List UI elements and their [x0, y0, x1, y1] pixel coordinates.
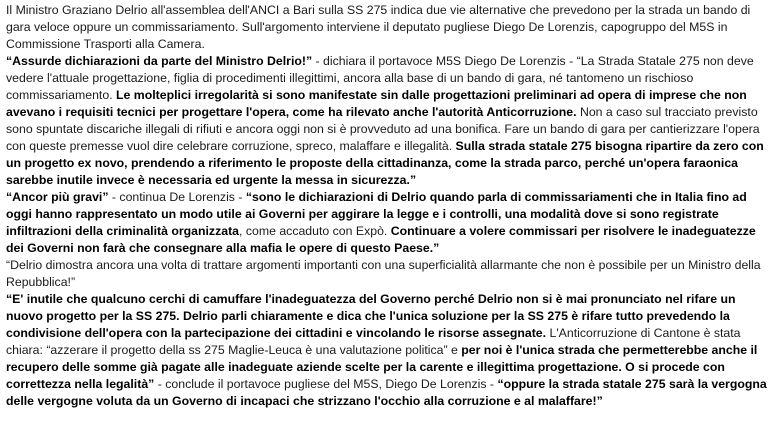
text-segment: “Delrio dimostra ancora una volta di trattare argomenti importanti con una superficialità allarmante che non è possibile per un Ministro della Repubblica!” — [6, 258, 761, 289]
bold-text-segment: Sulla strada statale 275 bisogna ripartire da zero con un progetto ex novo, prendendo a riferimento le proposte della cittadinanza, come la strada parco, perché un'opera faraonica sarebbe inutile invece è necessaria ed urgente la messa in sicurezza.” — [6, 139, 764, 187]
paragraph-intro — [6, 2, 774, 53]
text-segment: - conclude il portavoce pugliese del M5S, Diego De Lorenzis - — [154, 377, 498, 391]
text-segment: Non a caso sul tracciato previsto sono spuntate discariche illegali di rifiuti e ancora oggi non si è provveduto ad una bonifica. Fare un bando di gara per cantierizzare l'opera con queste premesse vuol dire celebrare corruzione, spreco, malaffare e illegalità. — [6, 105, 760, 153]
bold-text-segment: “Ancor più gravi” — [6, 190, 109, 204]
text-segment: - continua De Lorenzis - — [108, 190, 246, 204]
bold-text-segment: “sono le dichiarazioni di Delrio quando parla di commissariamenti che in Italia fino ad oggi hanno rappresentato un modo utile ai Governi per aggirare la legge e i controlli, una modalità dove si sono registrate infiltrazioni della criminalità organizzata — [6, 190, 747, 238]
bold-text-segment: “E' inutile che qualcuno cerchi di camuffare l'inadeguatezza del Governo perché Delrio non si è mai pronunciato nel rifare un nuovo progetto per la SS 275. Delrio parli chiaramente e dica che l'unica soluzione per la SS 275 è rifare tutto prevedendo la condivisione dell'opera con la partecipazione dei cittadini e vincolando le risorse assegnate. — [6, 292, 736, 340]
paragraph-quote-delrio — [6, 53, 774, 189]
paragraph-superficialita — [6, 257, 774, 291]
text-segment: - dichiara il portavoce M5S Diego De Lorenzis - “La Strada Statale 275 non deve vedere l'attuale progettazione, figlia di procedimenti illegittimi, ancora alla base di un bando di gara, né tantomeno un rischioso commissariamento. — [6, 54, 754, 102]
text-segment: Il Ministro Graziano Delrio all'assemblea dell'ANCI a Bari sulla SS 275 indica due vie alternative che prevedono per la strada un bando di gara veloce oppure un commissariamento. Sull'argomento interviene il deputato pugliese Diego De Lorenzis, capogruppo del M5S in Commissione Trasporti alla Camera. — [6, 3, 751, 51]
paragraph-commissariamenti — [6, 189, 774, 257]
bold-text-segment: “oppure la strada statale 275 sarà la vergogna delle vergogne voluta da un Governo di incapaci che strizzano l'occhio alla corruzione e al malaffare!” — [6, 377, 767, 408]
bold-text-segment: per noi è l'unica strada che permetterebbe anche il recupero delle somme già pagate alle inadeguate aziende scelte per la carente e illegittima progettazione. O si procede con correttezza nella legalità” — [6, 343, 758, 391]
text-segment: , come accaduto con Expò. — [239, 224, 391, 238]
paragraph-conclusion — [6, 291, 774, 410]
text-segment: L'Anticorruzione di Cantone è stata chiara: “azzerare il progetto della ss 275 Maglie-Leuca è una valutazione politica” e — [6, 326, 741, 357]
bold-text-segment: Le molteplici irregolarità si sono manifestate sin dalle progettazioni preliminari ad opera di imprese che non avevano i requisiti tecnici per progettare l'opera, come ha rilevato anche l'autorità Anticorruzione. — [6, 88, 747, 119]
bold-text-segment: Continuare a volere commissari per risolvere le inadeguatezze dei Governi non farà che consegnare alla mafia le opere di questo Paese.” — [6, 224, 756, 255]
bold-text-segment: “Assurde dichiarazioni da parte del Ministro Delrio!” — [6, 54, 313, 68]
